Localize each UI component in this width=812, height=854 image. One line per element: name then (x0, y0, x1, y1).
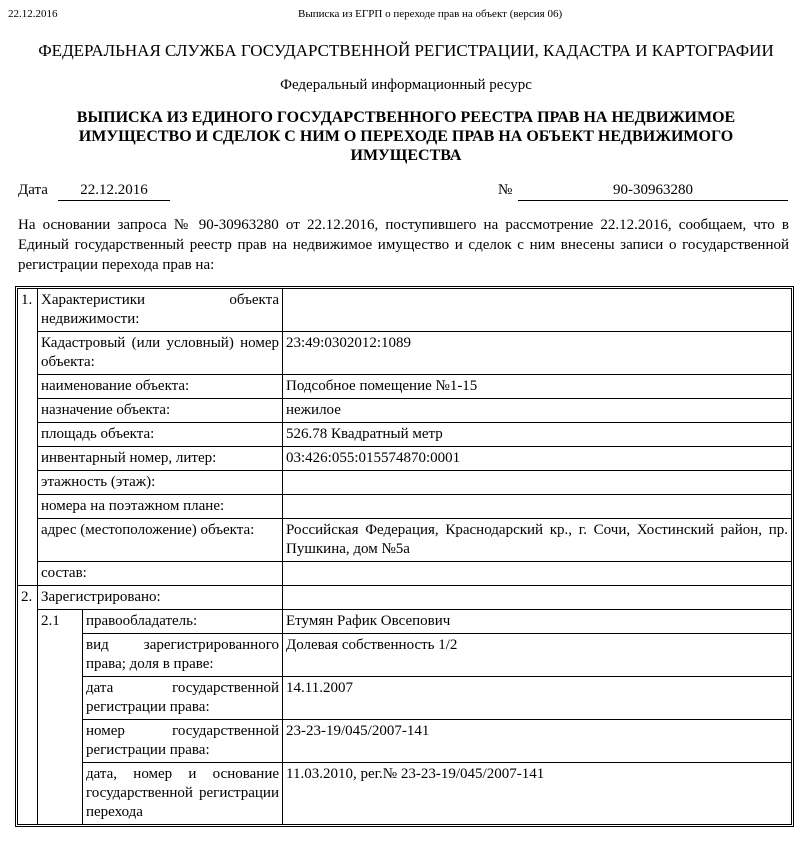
date-label: Дата (18, 182, 48, 198)
date-field (18, 180, 318, 202)
section-label: Зарегистрировано: (38, 586, 283, 610)
row-label: инвентарный номер, литер: (38, 447, 283, 471)
table-row (18, 375, 792, 399)
table-row (18, 519, 792, 562)
table-row (18, 610, 792, 634)
row-value: 14.11.2007 (283, 677, 792, 720)
row-label: адрес (местоположение) объекта: (38, 519, 283, 562)
row-value: 23-23-19/045/2007-141 (283, 720, 792, 763)
section-value (283, 289, 792, 332)
row-label: номер государственной регистрации права: (83, 720, 283, 763)
row-label: этажность (этаж): (38, 471, 283, 495)
table-row (18, 763, 792, 825)
row-value: Долевая собственность 1/2 (283, 634, 792, 677)
row-label: Кадастровый (или условный) номер объекта: (38, 332, 283, 375)
header-document-name: Выписка из ЕГРП о переходе прав на объект (версия 06) (298, 8, 563, 20)
table-row (18, 720, 792, 763)
row-value: 526.78 Квадратный метр (283, 423, 792, 447)
row-value: 11.03.2010, рег.№ 23-23-19/045/2007-141 (283, 763, 792, 825)
table-row (18, 447, 792, 471)
table-row (18, 634, 792, 677)
section-number: 2. (18, 586, 38, 825)
table-row (18, 586, 792, 610)
table-row (18, 677, 792, 720)
row-value (283, 471, 792, 495)
date-value: 22.12.2016 (58, 182, 170, 201)
subsection-number: 2.1 (38, 610, 83, 825)
row-label: номера на поэтажном плане: (38, 495, 283, 519)
row-value: 03:426:055:015574870:0001 (283, 447, 792, 471)
table-row (18, 562, 792, 586)
row-label: вид зарегистрированного права; доля в праве: (83, 634, 283, 677)
page-header (0, 8, 812, 24)
table-row (18, 332, 792, 375)
registry-table (17, 288, 792, 825)
table-row (18, 289, 792, 332)
section-value (283, 586, 792, 610)
header-date: 22.12.2016 (8, 8, 58, 20)
row-value: Российская Федерация, Краснодарский кр., г. Сочи, Хостинский район, пр. Пушкина, дом №5а (283, 519, 792, 562)
section-label: Характеристики объекта недвижимости: (38, 289, 283, 332)
agency-name: ФЕДЕРАЛЬНАЯ СЛУЖБА ГОСУДАРСТВЕННОЙ РЕГИСТРАЦИИ, КАДАСТРА И КАРТОГРАФИИ (38, 41, 774, 60)
row-label: дата государственной регистрации права: (83, 677, 283, 720)
row-value: Етумян Рафик Овсепович (283, 610, 792, 634)
row-value (283, 495, 792, 519)
number-field (498, 180, 793, 202)
row-value: 23:49:0302012:1089 (283, 332, 792, 375)
row-label: дата, номер и основание государственной регистрации перехода (83, 763, 283, 825)
number-label: № (498, 182, 513, 198)
row-label: правообладатель: (83, 610, 283, 634)
table-row (18, 423, 792, 447)
number-value: 90-30963280 (518, 182, 788, 201)
row-value: нежилое (283, 399, 792, 423)
table-row (18, 495, 792, 519)
row-label: назначение объекта: (38, 399, 283, 423)
intro-paragraph: На основании запроса № 90-30963280 от 22.12.2016, поступившего на рассмотрение 22.12.2016, сообщаем, что в Единый государственный реестр прав на недвижимое имущество и сделок с ним внесены записи о государственной регистрации перехода прав на: (18, 217, 789, 273)
row-label: состав: (38, 562, 283, 586)
table-row (18, 471, 792, 495)
row-value (283, 562, 792, 586)
section-number: 1. (18, 289, 38, 586)
row-label: наименование объекта: (38, 375, 283, 399)
resource-name: Федеральный информационный ресурс (280, 77, 532, 93)
row-value: Подсобное помещение №1-15 (283, 375, 792, 399)
row-label: площадь объекта: (38, 423, 283, 447)
document-title: ВЫПИСКА ИЗ ЕДИНОГО ГОСУДАРСТВЕННОГО РЕЕСТРА ПРАВ НА НЕДВИЖИМОЕ ИМУЩЕСТВО И СДЕЛОК С НИМ О ПЕРЕХОДЕ ПРАВ НА ОБЪЕКТ НЕДВИЖИМОГО ИМУЩЕСТВА (76, 109, 736, 164)
table-row (18, 399, 792, 423)
